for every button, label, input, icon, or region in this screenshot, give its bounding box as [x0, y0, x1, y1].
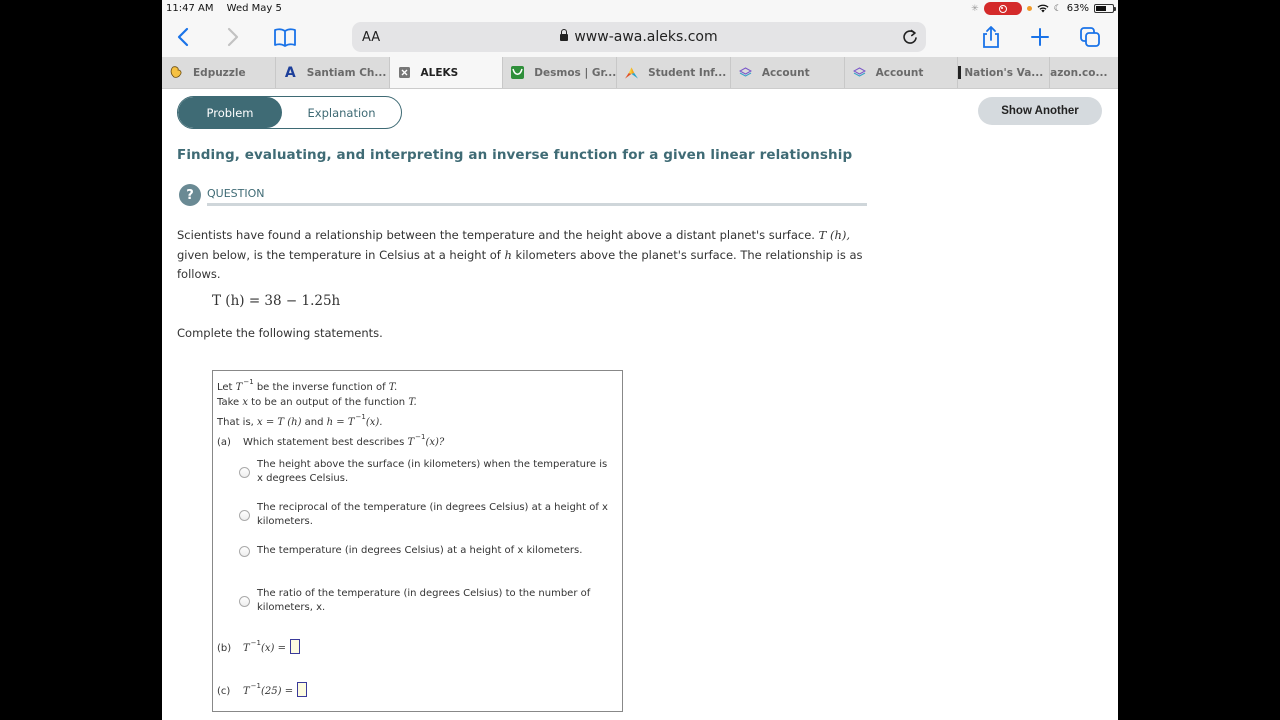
option-text: The height above the surface (in kilometers) when the temperature is x degrees Celsius. [257, 459, 608, 484]
student-info-icon [625, 66, 638, 79]
tab-label: Account [761, 66, 810, 79]
radio-button[interactable] [239, 510, 250, 521]
plus-icon [1030, 27, 1050, 47]
bookmarks-button[interactable] [273, 25, 297, 49]
part-label: (b) [217, 643, 232, 654]
tab-label: Edpuzzle [193, 66, 246, 79]
option-1[interactable] [239, 458, 614, 486]
tabs-overview-button[interactable] [1078, 25, 1102, 49]
instruction-text: Complete the following statements. [177, 326, 383, 340]
question-label: QUESTION [207, 187, 265, 200]
layers-icon [853, 66, 866, 79]
tab-account-1[interactable] [731, 57, 845, 88]
tab-explanation[interactable]: Explanation [307, 105, 376, 120]
show-another-button[interactable]: Show Another [978, 97, 1102, 125]
status-time: 11:47 AM [166, 3, 214, 14]
text: to be an output of the function [248, 397, 409, 408]
topic-title: Finding, evaluating, and interpreting an inverse function for a given linear relationship [177, 147, 853, 163]
back-button[interactable] [171, 25, 195, 49]
answer-box [212, 370, 623, 712]
do-not-disturb-icon: ☾ [1053, 3, 1062, 14]
edpuzzle-icon [170, 66, 183, 79]
part-label: (c) [217, 686, 231, 697]
tab-label: Nation's Va... [964, 66, 1044, 79]
text: and [301, 417, 327, 428]
part-b [217, 639, 300, 654]
forward-button[interactable] [221, 25, 245, 49]
status-date: Wed May 5 [226, 3, 282, 14]
browser-toolbar [162, 17, 1118, 57]
url-field[interactable] [352, 29, 926, 45]
question-help-icon[interactable]: ? [179, 184, 201, 206]
math-func: T [243, 643, 250, 654]
math-func: T. [388, 382, 398, 393]
math-arg: (x)? [425, 437, 445, 448]
tab-amazon[interactable] [1050, 57, 1118, 88]
option-4[interactable] [239, 587, 614, 615]
superscript: −1 [250, 639, 261, 647]
tab-label: Desmos | Gr... [534, 66, 617, 79]
tab-strip [162, 57, 1118, 89]
superscript: −1 [355, 413, 366, 421]
radio-button[interactable] [239, 596, 250, 607]
question-divider [207, 203, 867, 206]
problem-statement [177, 226, 907, 285]
tab-aleks[interactable] [390, 57, 504, 88]
share-icon [981, 25, 1001, 49]
tab-label: Account [875, 66, 924, 79]
option-3[interactable] [239, 544, 614, 558]
santiam-a-icon: A [284, 64, 296, 81]
ipad-screen [162, 0, 1118, 720]
text: be the inverse function of [253, 382, 389, 393]
lock-icon [560, 34, 568, 41]
battery-icon [1094, 4, 1114, 13]
battery-percent: 63% [1066, 3, 1089, 14]
math-eq: h = T [326, 417, 355, 428]
chevron-right-icon [227, 27, 239, 47]
math-var: x [242, 397, 248, 408]
status-bar [162, 0, 1118, 17]
option-text: The reciprocal of the temperature (in degrees Celsius) at a height of x kilometers. [257, 502, 608, 527]
math-var: h [504, 247, 512, 262]
text: Take [217, 397, 243, 408]
text: Let [217, 382, 236, 393]
part-b-answer-input[interactable] [290, 639, 300, 654]
book-icon [273, 27, 297, 47]
part-c-answer-input[interactable] [297, 682, 307, 697]
desmos-icon [511, 66, 524, 79]
option-text: The ratio of the temperature (in degrees Celsius) to the number of kilometers, x. [257, 588, 591, 613]
mic-indicator-icon [1027, 6, 1032, 11]
answer-intro [217, 375, 417, 430]
text-size-button[interactable]: AA [362, 29, 381, 45]
problem-text: Scientists have found a relationship between the temperature and the height above a distant planet's surface. [177, 228, 819, 242]
math-func: T [407, 437, 415, 448]
question-header [179, 183, 867, 209]
equation: T (h) = 38 − 1.25h [212, 293, 341, 309]
problem-text: given below, is the temperature in Celsius at a height of [177, 247, 505, 262]
option-2[interactable] [239, 501, 614, 529]
superscript: −1 [243, 378, 254, 386]
radio-button[interactable] [239, 546, 250, 557]
part-c [217, 682, 307, 697]
tab-desmos[interactable] [503, 57, 617, 88]
tab-label: Student Inf... [648, 66, 727, 79]
option-text: The temperature (in degrees Celsius) at a height of x kilometers. [257, 545, 583, 556]
nations-icon [958, 66, 961, 79]
tabs-icon [1079, 26, 1101, 48]
address-bar[interactable] [352, 22, 926, 52]
problem-text: kilometers above the planet's surface. The relationship is as follows. [177, 247, 863, 281]
tab-edpuzzle[interactable] [162, 57, 276, 88]
superscript: −1 [415, 433, 426, 441]
tab-account-2[interactable] [845, 57, 959, 88]
math-eq: x = T (h) [257, 417, 302, 428]
aleks-icon [398, 66, 411, 79]
chevron-left-icon [177, 27, 189, 47]
share-button[interactable] [979, 25, 1003, 49]
part-a-question [217, 433, 444, 448]
text: That is, [217, 417, 258, 428]
problem-explanation-toggle [177, 96, 402, 129]
math-func: T. [408, 397, 417, 408]
math-func: T [235, 382, 243, 393]
screen-recording-icon[interactable] [984, 2, 1022, 15]
math-arg: (25) = [261, 686, 294, 697]
tab-label: azon.co... [1050, 66, 1108, 79]
text: Which statement best describes [243, 437, 408, 448]
math-func: T (h), [818, 228, 850, 242]
loading-spinner-icon: ✳ [971, 3, 979, 14]
aleks-page [162, 90, 1118, 720]
new-tab-button[interactable] [1028, 25, 1052, 49]
math-eq: (x). [365, 417, 383, 428]
tab-santiam[interactable] [276, 57, 390, 88]
math-func: T [243, 686, 250, 697]
superscript: −1 [250, 682, 261, 690]
tab-student-info[interactable] [617, 57, 731, 88]
tab-label: ALEKS [420, 66, 459, 79]
tab-label: Santiam Ch... [306, 66, 387, 79]
radio-button[interactable] [239, 467, 250, 478]
wifi-icon [1037, 4, 1049, 13]
reload-icon[interactable] [900, 27, 920, 47]
tab-problem[interactable]: Problem [178, 97, 282, 128]
part-label: (a) [217, 437, 231, 448]
math-arg: (x) = [261, 643, 286, 654]
tab-nations[interactable] [958, 57, 1050, 88]
url-text: www-awa.aleks.com [574, 29, 718, 45]
layers-icon [739, 66, 752, 79]
